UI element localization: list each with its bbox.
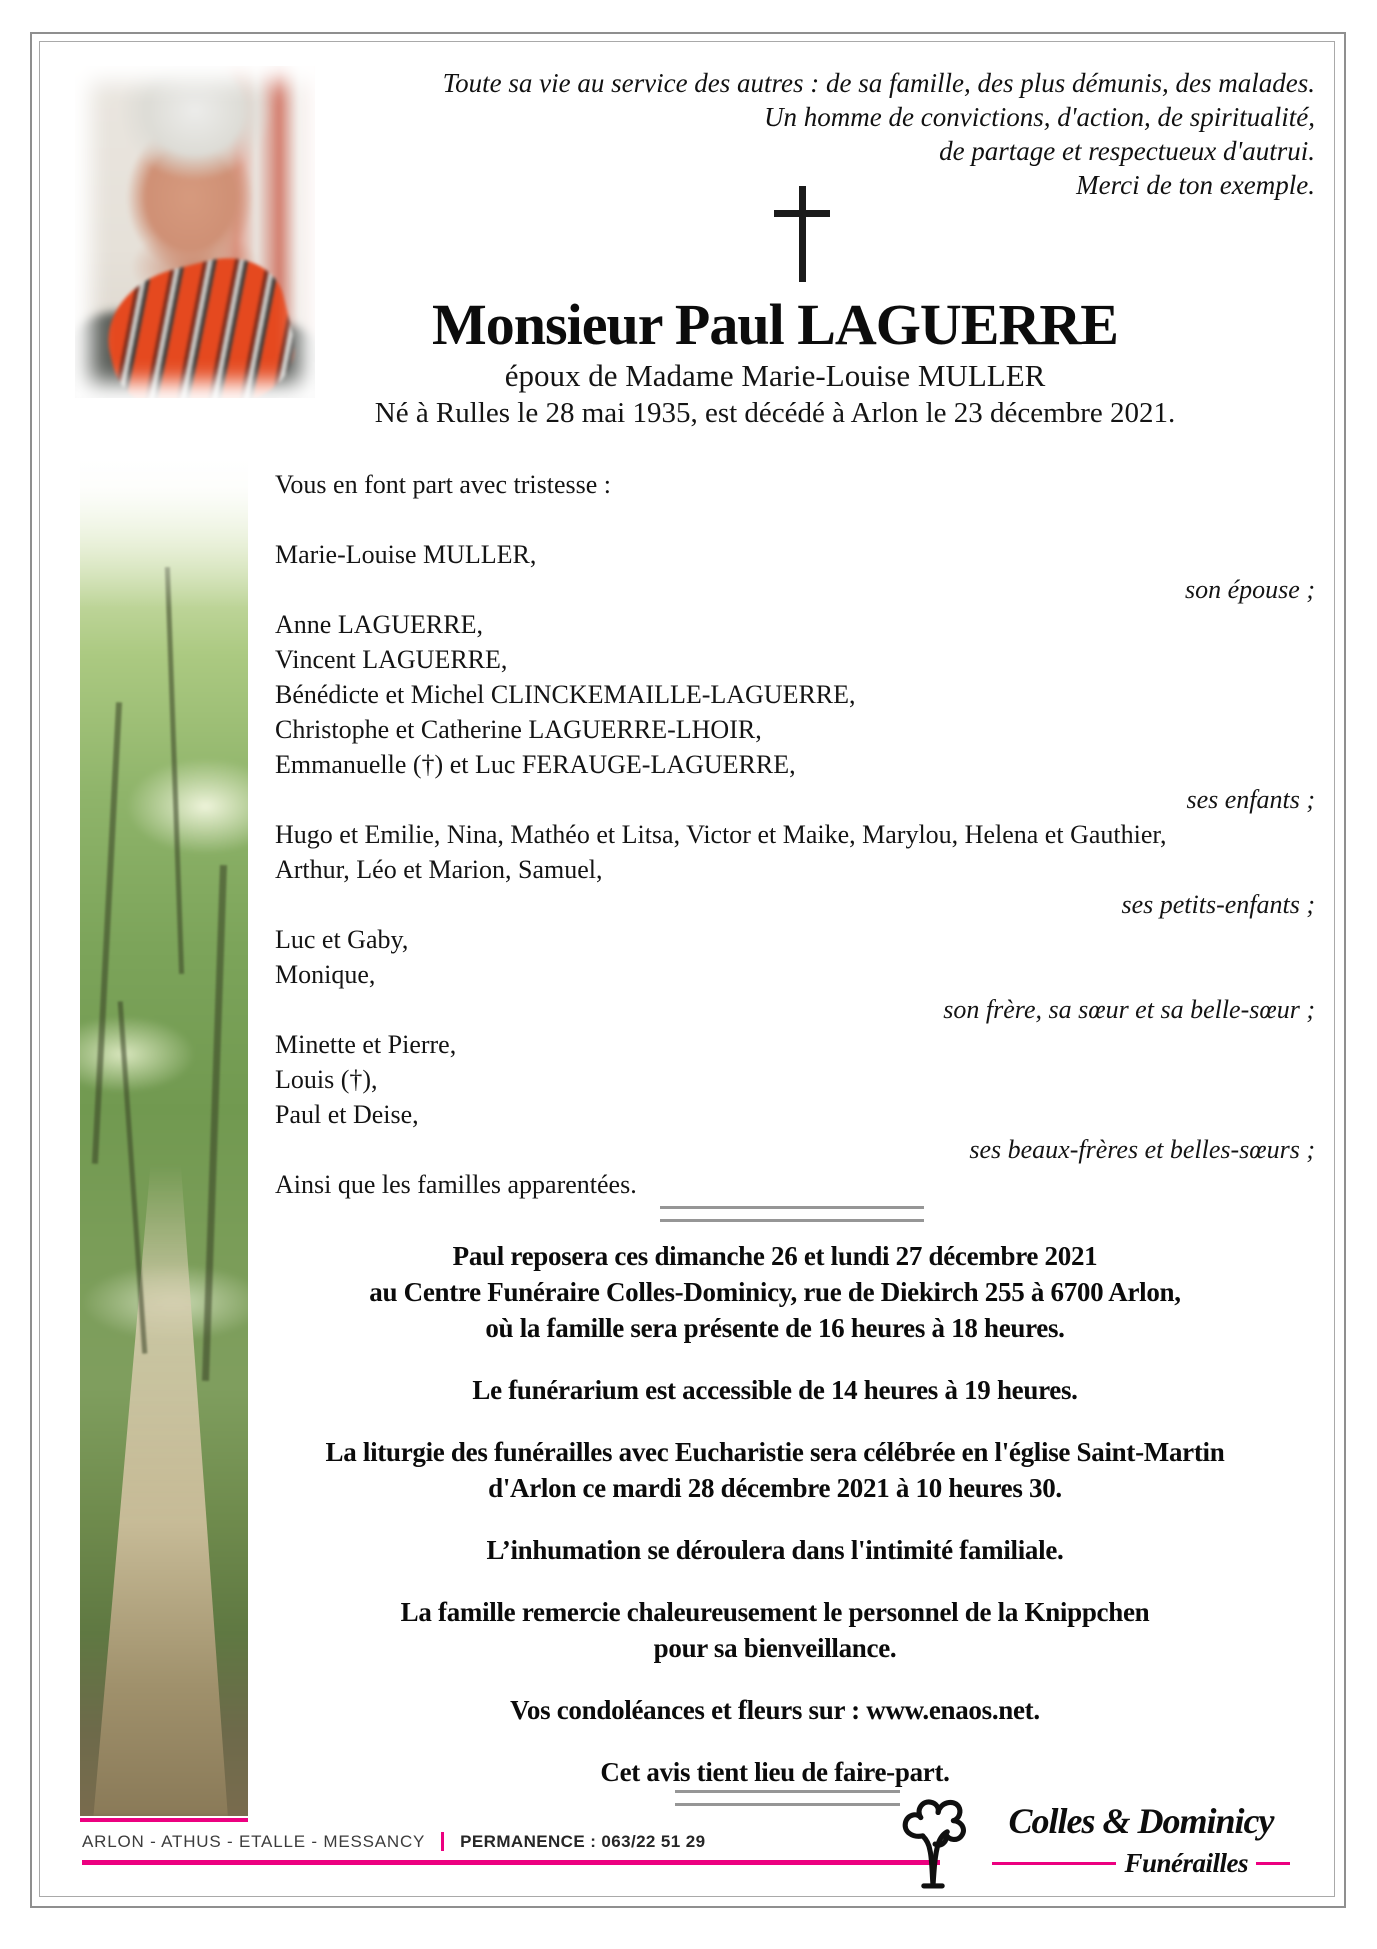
family-member: Hugo et Emilie, Nina, Mathéo et Litsa, Victor et Maike, Marylou, Helena et Gauthier,: [275, 820, 1167, 849]
thanks-paragraph: [220, 1594, 1330, 1666]
announcement-line: où la famille sera présente de 16 heures à 18 heures.: [485, 1313, 1065, 1343]
double-line-divider: [675, 1790, 900, 1806]
announcement-line: d'Arlon ce mardi 28 décembre 2021 à 10 heures 30.: [488, 1473, 1062, 1503]
header: [220, 292, 1330, 430]
relation-label: son épouse ;: [1185, 575, 1315, 604]
wake-paragraph: [220, 1238, 1330, 1346]
announcement-line: La liturgie des funérailles avec Eucharistie sera célébrée en l'église Saint-Martin: [325, 1437, 1225, 1467]
deceased-name-title: Monsieur Paul LAGUERRE: [432, 292, 1118, 357]
quote-line: Un homme de convictions, d'action, de spiritualité,: [764, 102, 1315, 132]
footer-info: [82, 1832, 705, 1852]
family-member: Christophe et Catherine LAGUERRE-LHOIR,: [275, 715, 762, 744]
forest-top-fade: [80, 458, 248, 608]
separator-bar: [441, 1832, 444, 1851]
announcement-line: pour sa bienveillance.: [653, 1633, 897, 1663]
family-member: Vincent LAGUERRE,: [275, 645, 508, 674]
closing-line: Cet avis tient lieu de faire-part.: [600, 1757, 950, 1787]
family-member: Louis (†),: [275, 1065, 378, 1094]
family-member: Arthur, Léo et Marion, Samuel,: [275, 855, 603, 884]
family-member: Luc et Gaby,: [275, 925, 409, 954]
forest-pink-underline: [80, 1818, 248, 1822]
relation-label: son frère, sa sœur et sa belle-sœur ;: [943, 995, 1315, 1024]
family-member: Marie-Louise MULLER,: [275, 540, 537, 569]
family-member: Anne LAGUERRE,: [275, 610, 483, 639]
liturgy-paragraph: [220, 1434, 1330, 1506]
announcement-line: Vos condoléances et fleurs sur : www.enaos.net.: [510, 1695, 1040, 1725]
family-member: Paul et Deise,: [275, 1100, 419, 1129]
spouse-line: époux de Madame Marie-Louise MULLER: [504, 358, 1046, 393]
family-member: Monique,: [275, 960, 376, 989]
funeral-home-name: Colles & Dominicy: [1008, 1801, 1274, 1841]
family-member: Minette et Pierre,: [275, 1030, 457, 1059]
pink-dash: [1256, 1862, 1290, 1865]
intro-line: Vous en font part avec tristesse :: [275, 470, 611, 499]
funeral-home-subtitle: Funérailles: [1124, 1848, 1248, 1878]
relation-label: ses beaux-frères et belles-sœurs ;: [969, 1135, 1315, 1164]
family-member: Bénédicte et Michel CLINCKEMAILLE-LAGUERRE,: [275, 680, 856, 709]
tree-icon: [882, 1790, 984, 1890]
burial-paragraph: [220, 1532, 1330, 1568]
family-list: [275, 537, 1315, 1202]
condolences-paragraph: [220, 1692, 1330, 1728]
memorial-quote: [315, 66, 1315, 202]
birth-death-line: Né à Rulles le 28 mai 1935, est décédé à Arlon le 23 décembre 2021.: [374, 397, 1176, 429]
funerarium-paragraph: [220, 1372, 1330, 1408]
quote-line: Toute sa vie au service des autres : de sa famille, des plus démunis, des malades.: [442, 68, 1315, 98]
family-member: Emmanuelle (†) et Luc FERAUGE-LAGUERRE,: [275, 750, 796, 779]
footer-pink-line: [82, 1860, 940, 1865]
footer-cities: ARLON - ATHUS - ETALLE - MESSANCY: [82, 1832, 426, 1851]
announcement-line: Le funérarium est accessible de 14 heures à 19 heures.: [472, 1375, 1078, 1405]
funeral-home-logo: [880, 1786, 1292, 1892]
relation-label: ses petits-enfants ;: [1121, 890, 1315, 919]
announcement-line: La famille remercie chaleureusement le personnel de la Knippchen: [400, 1597, 1150, 1627]
announcement-line: Paul reposera ces dimanche 26 et lundi 27 décembre 2021: [452, 1241, 1098, 1271]
relation-label: ses enfants ;: [1186, 785, 1315, 814]
announcements: [220, 1238, 1330, 1816]
family-closing-line: Ainsi que les familles apparentées.: [275, 1170, 637, 1199]
latin-cross-icon: [772, 186, 832, 282]
announcement-line: L’inhumation se déroulera dans l'intimité familiale.: [486, 1535, 1064, 1565]
funeral-home-subtitle-row: [992, 1848, 1290, 1879]
quote-line: Merci de ton exemple.: [1076, 170, 1315, 200]
pink-dash: [992, 1862, 1116, 1865]
quote-line: de partage et respectueux d'autrui.: [939, 136, 1315, 166]
double-line-divider: [660, 1206, 924, 1222]
announcement-line: au Centre Funéraire Colles-Dominicy, rue de Diekirch 255 à 6700 Arlon,: [369, 1277, 1181, 1307]
footer-permanence: PERMANENCE : 063/22 51 29: [460, 1832, 706, 1851]
